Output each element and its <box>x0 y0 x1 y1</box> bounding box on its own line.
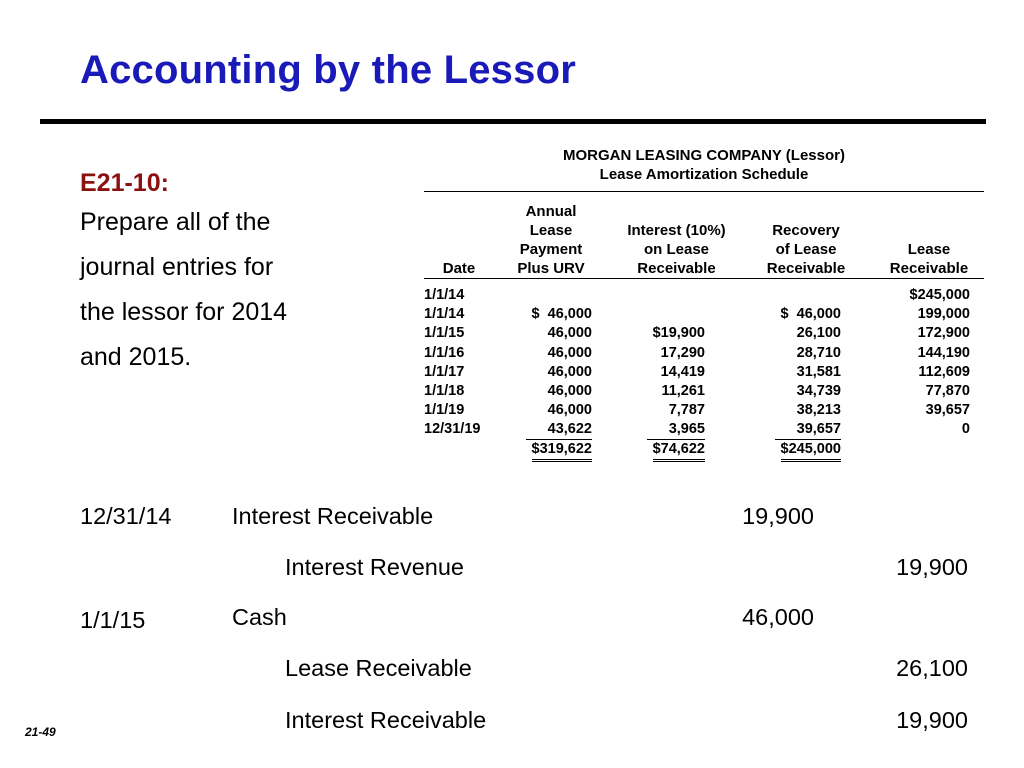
row-recovery: 38,213 <box>796 402 841 419</box>
row-interest: 11,261 <box>661 382 705 399</box>
slide-number: 21-49 <box>25 725 56 739</box>
row-balance: 144,190 <box>917 344 970 361</box>
instruction-line: Prepare all of the <box>80 208 271 236</box>
debit-account: Cash <box>232 604 287 630</box>
schedule-row <box>424 401 984 420</box>
schedule-company: MORGAN LEASING COMPANY (Lessor) <box>563 147 845 164</box>
row-balance: 199,000 <box>917 306 970 323</box>
row-interest: $19,900 <box>652 325 705 342</box>
row-recovery: 34,739 <box>796 382 841 399</box>
row-recovery: $ 46,000 <box>780 306 841 323</box>
schedule-name: Lease Amortization Schedule <box>599 166 809 183</box>
schedule-row <box>424 286 984 305</box>
schedule-title <box>424 146 984 184</box>
row-date: 1/1/17 <box>424 363 465 380</box>
row-payment: 46,000 <box>547 344 592 361</box>
row-interest: 14,419 <box>660 363 705 380</box>
row-date: 1/1/18 <box>424 382 465 399</box>
row-date: 1/1/16 <box>424 344 465 361</box>
total-interest: $74,622 <box>653 440 705 462</box>
exercise-label: E21-10: <box>80 169 169 197</box>
row-date: 1/1/19 <box>424 402 465 419</box>
debit-amount: 19,900 <box>742 503 814 529</box>
row-balance: $245,000 <box>909 287 970 303</box>
row-date: 1/1/14 <box>424 287 465 303</box>
row-payment: 46,000 <box>547 325 592 342</box>
row-payment: $ 46,000 <box>531 306 592 323</box>
row-balance: 0 <box>961 421 970 438</box>
row-recovery: 26,100 <box>796 325 841 342</box>
row-date: 1/1/14 <box>424 306 465 323</box>
row-date: 1/1/15 <box>424 325 465 342</box>
credit-account: Interest Revenue <box>285 554 464 580</box>
credit-account: Lease Receivable <box>285 655 472 681</box>
row-payment: 46,000 <box>547 363 592 380</box>
title-divider <box>40 119 986 124</box>
row-recovery: 28,710 <box>796 344 841 361</box>
row-payment: 43,622 <box>526 420 592 440</box>
row-balance: 172,900 <box>917 325 970 342</box>
schedule-rule <box>424 278 984 279</box>
row-interest: 3,965 <box>647 420 705 440</box>
row-balance: 112,609 <box>918 363 970 380</box>
col-header-date: Date <box>442 260 476 277</box>
exercise-prompt <box>80 166 410 380</box>
row-balance: 39,657 <box>925 402 970 419</box>
slide-title: Accounting by the Lessor <box>80 48 576 92</box>
debit-amount: 46,000 <box>742 604 814 630</box>
entry-date: 12/31/14 <box>80 503 172 529</box>
entry-date: 1/1/15 <box>80 607 146 633</box>
instruction-line: journal entries for <box>80 253 274 281</box>
credit-amount: 19,900 <box>896 707 968 733</box>
col-header-interest: Interest (10%) on Lease Receivable <box>627 222 726 277</box>
row-recovery: 31,581 <box>796 363 841 380</box>
credit-account: Interest Receivable <box>285 707 487 733</box>
col-header-balance: Lease Receivable <box>889 241 969 277</box>
schedule-row <box>424 363 984 382</box>
debit-account: Interest Receivable <box>232 503 434 529</box>
row-interest: 17,290 <box>660 344 705 361</box>
schedule-totals-row <box>424 440 984 459</box>
schedule-row <box>424 305 984 324</box>
credit-amount: 19,900 <box>896 554 968 580</box>
schedule-header <box>424 198 984 278</box>
schedule-row <box>424 344 984 363</box>
instruction-line: the lessor for 2014 <box>80 298 288 326</box>
row-payment: 46,000 <box>547 402 592 419</box>
row-payment: 46,000 <box>547 382 592 399</box>
total-recovery: $245,000 <box>781 440 841 462</box>
row-date: 12/31/19 <box>424 421 481 438</box>
schedule-body <box>424 286 984 459</box>
schedule-row <box>424 420 984 439</box>
schedule-rule <box>424 191 984 192</box>
row-recovery: 39,657 <box>775 420 841 440</box>
row-interest: 7,787 <box>668 402 705 419</box>
credit-amount: 26,100 <box>896 655 968 681</box>
total-payment: $319,622 <box>532 440 592 462</box>
schedule-row <box>424 324 984 343</box>
instruction-line: and 2015. <box>80 343 192 371</box>
row-balance: 77,870 <box>925 382 970 399</box>
col-header-recovery: Recovery of Lease Receivable <box>766 222 846 277</box>
schedule-row <box>424 382 984 401</box>
col-header-payment: Annual Lease Payment Plus URV <box>517 203 585 277</box>
